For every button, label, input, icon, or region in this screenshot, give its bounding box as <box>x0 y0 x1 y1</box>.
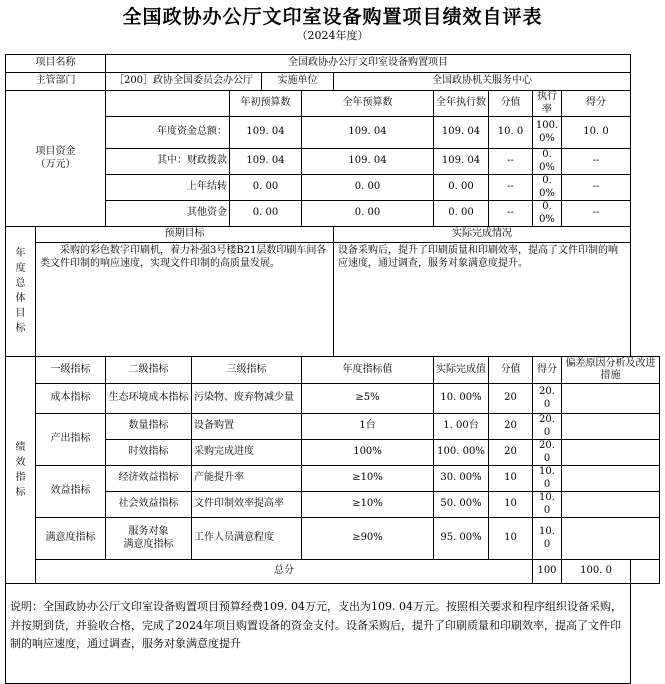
funds-executed: 109. 04 <box>434 149 489 175</box>
goals-actual-text: 设备采购后，提升了印刷质量和印刷效率，提高了文件印制的响应速度，通过调查，服务对象满意度提升。 <box>334 243 631 357</box>
indicator-note <box>562 440 660 466</box>
funds-header-score: 得分 <box>562 91 631 117</box>
indicator-header-row <box>6 357 660 384</box>
indicator-row <box>6 466 660 492</box>
indicator-score: 20. 0 <box>533 414 562 440</box>
funds-label: 项目资金 （万元） <box>6 91 106 227</box>
indicator-level1: 效益指标 <box>36 466 106 518</box>
total-weight: 100 <box>533 560 562 584</box>
funds-row-name: 年度资金总额： <box>106 117 230 149</box>
funds-row-name: 上年结转 <box>106 175 230 201</box>
evaluation-table <box>5 54 660 684</box>
indicator-score: 20. 0 <box>533 384 562 414</box>
goals-content-row <box>6 243 660 357</box>
indicator-actual: 100. 00% <box>434 440 489 466</box>
indicator-note <box>562 414 660 440</box>
indicator-note <box>562 492 660 518</box>
indicator-target: ≥10% <box>302 466 434 492</box>
indicator-score: 10. 0 <box>533 492 562 518</box>
note-row <box>6 584 660 684</box>
indicator-level2: 社会效益指标 <box>106 492 192 518</box>
funds-executed: 0. 00 <box>434 201 489 227</box>
indicator-level3: 产能提升率 <box>192 466 302 492</box>
indicator-actual: 1. 00台 <box>434 414 489 440</box>
indicator-weight: 10 <box>489 492 533 518</box>
funds-score: -- <box>562 149 631 175</box>
indicator-level3: 采购完成进度 <box>192 440 302 466</box>
funds-row-name: 其他资金 <box>106 201 230 227</box>
dept-value: ［200］政协全国委员会办公厅 <box>106 73 262 91</box>
header-level3: 三级指标 <box>192 357 302 384</box>
funds-weight: 10. 0 <box>489 117 533 149</box>
indicator-score: 10. 0 <box>533 518 562 560</box>
total-label: 总分 <box>36 560 533 584</box>
header-target: 年度指标值 <box>302 357 434 384</box>
indicator-level1: 满意度指标 <box>36 518 106 560</box>
funds-initial: 0. 00 <box>230 201 302 227</box>
indicator-target: 1台 <box>302 414 434 440</box>
indicator-level1: 产出指标 <box>36 414 106 466</box>
funds-header-row <box>6 91 660 117</box>
total-blank <box>631 560 660 584</box>
indicator-note <box>562 466 660 492</box>
goals-label-text: 年度总体目标 <box>15 248 26 334</box>
indicator-row <box>6 384 660 414</box>
funds-annual: 109. 04 <box>302 117 434 149</box>
indicator-level2: 数量指标 <box>106 414 192 440</box>
indicator-note <box>562 384 660 414</box>
indicator-actual: 50. 00% <box>434 492 489 518</box>
dept-label: 主管部门 <box>6 73 106 91</box>
goals-expected-text: 采购的彩色数字印刷机，着力补强3号楼B21层数印刷车间各类文件印制的响应速度，实现文件印制的高质量发展。 <box>36 243 334 357</box>
indicator-target: 100% <box>302 440 434 466</box>
indicator-score: 10. 0 <box>533 466 562 492</box>
project-name-value: 全国政协办公厅文印室设备购置项目 <box>106 55 631 73</box>
indicator-actual: 30. 00% <box>434 466 489 492</box>
funds-annual: 0. 00 <box>302 175 434 201</box>
funds-rate: 0. 0% <box>533 175 562 201</box>
funds-annual: 0. 00 <box>302 201 434 227</box>
funds-score: -- <box>562 201 631 227</box>
funds-executed: 0. 00 <box>434 175 489 201</box>
goals-label <box>6 227 36 357</box>
funds-rate: 0. 0% <box>533 201 562 227</box>
indicator-target: ≥5% <box>302 384 434 414</box>
indicators-label <box>6 357 36 584</box>
funds-rate: 0. 0% <box>533 149 562 175</box>
funds-annual: 109. 04 <box>302 149 434 175</box>
indicator-weight: 20 <box>489 440 533 466</box>
indicators-label-text: 绩效指标 <box>15 441 26 498</box>
funds-header-rate: 执行率 <box>533 91 562 117</box>
funds-score: 10. 0 <box>562 117 631 149</box>
project-name-label: 项目名称 <box>6 55 106 73</box>
funds-header-annual: 全年预算数 <box>302 91 434 117</box>
indicator-target: ≥90% <box>302 518 434 560</box>
explanation-note: 说明：全国政协办公厅文印室设备购置项目预算经费109. 04万元，支出为109. 04万元。按照相关要求和程序组织设备采购，并按期到货，并验收合格，完成了2024年项目购置设备的资金支付。设备采购后，提升了印刷质量和印刷效率，提高了文件印制的响应速度，通过调查，服务对象满意度提升 <box>6 584 631 684</box>
header-weight: 分值 <box>489 357 533 384</box>
header-level1: 一级指标 <box>36 357 106 384</box>
funds-weight: -- <box>489 149 533 175</box>
funds-weight: -- <box>489 201 533 227</box>
impl-value: 全国政协机关服务中心 <box>334 73 631 91</box>
goals-header-row <box>6 227 660 243</box>
funds-initial: 109. 04 <box>230 149 302 175</box>
impl-label: 实施单位 <box>262 73 334 91</box>
header-actual: 实际完成值 <box>434 357 489 384</box>
indicator-weight: 10 <box>489 466 533 492</box>
indicator-row <box>6 518 660 560</box>
indicator-level3: 设备购置 <box>192 414 302 440</box>
indicator-level3: 污染物、废弃物减少量 <box>192 384 302 414</box>
indicator-level3: 工作人员满意程度 <box>192 518 302 560</box>
indicator-row <box>6 414 660 440</box>
indicator-level2: 服务对象 满意度指标 <box>106 518 192 560</box>
indicator-note <box>562 518 660 560</box>
total-score: 100. 0 <box>562 560 631 584</box>
indicator-weight: 10 <box>489 518 533 560</box>
report-title: 全国政协办公厅文印室设备购置项目绩效自评表 <box>122 6 543 28</box>
funds-score: -- <box>562 175 631 201</box>
indicator-weight: 20 <box>489 414 533 440</box>
indicator-target: ≥10% <box>302 492 434 518</box>
funds-header-executed: 全年执行数 <box>434 91 489 117</box>
indicator-score: 20. 0 <box>533 440 562 466</box>
funds-weight: -- <box>489 175 533 201</box>
indicator-level2: 生态环境成本指标 <box>106 384 192 414</box>
header-score: 得分 <box>533 357 562 384</box>
indicator-level2: 经济效益指标 <box>106 466 192 492</box>
funds-header-weight: 分值 <box>489 91 533 117</box>
indicator-actual: 95. 00% <box>434 518 489 560</box>
funds-blank-header <box>106 91 230 117</box>
funds-initial: 0. 00 <box>230 175 302 201</box>
department-row <box>6 73 660 91</box>
funds-row-name: 其中：财政拨款 <box>106 149 230 175</box>
indicator-level2: 时效指标 <box>106 440 192 466</box>
header-deviation: 偏差原因分析及改进措施 <box>562 357 660 384</box>
header-level2: 二级指标 <box>106 357 192 384</box>
indicator-level1: 成本指标 <box>36 384 106 414</box>
indicator-actual: 10. 00% <box>434 384 489 414</box>
funds-header-initial: 年初预算数 <box>230 91 302 117</box>
funds-initial: 109. 04 <box>230 117 302 149</box>
funds-executed: 109. 04 <box>434 117 489 149</box>
funds-rate: 100. 0% <box>533 117 562 149</box>
report-year: （2024年度） <box>296 29 369 42</box>
goals-expected-header: 预期目标 <box>36 227 334 243</box>
goals-actual-header: 实际完成情况 <box>334 227 631 243</box>
total-row <box>6 560 660 584</box>
indicator-level3: 文件印制效率提高率 <box>192 492 302 518</box>
indicator-weight: 20 <box>489 384 533 414</box>
project-name-row <box>6 55 660 73</box>
